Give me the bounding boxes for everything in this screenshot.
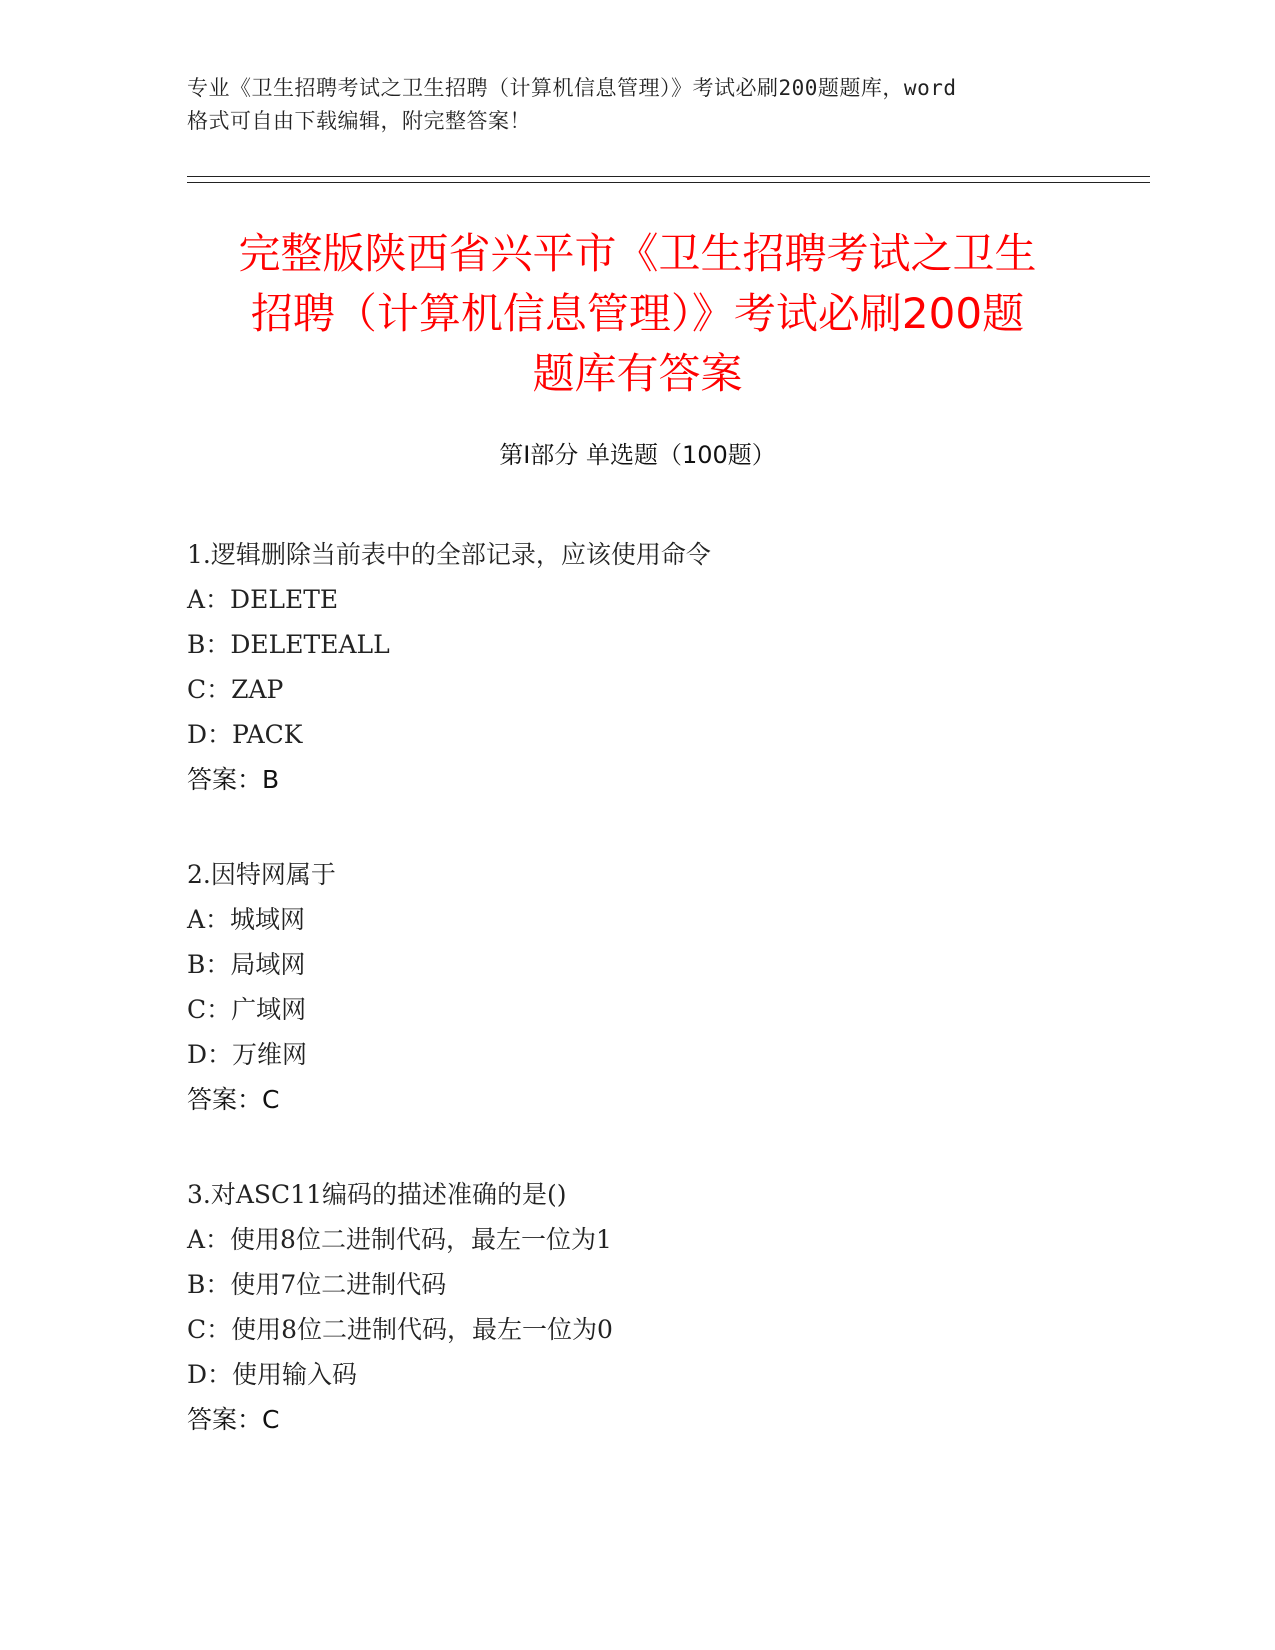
option-a: A：城域网 (187, 905, 306, 934)
option-c: C：ZAP (187, 675, 284, 704)
option-d: D：PACK (187, 720, 303, 749)
question-list (187, 532, 1087, 1492)
option-b: B：DELETEALL (187, 630, 390, 659)
header-note (187, 72, 1087, 138)
answer-label: 答案：B (187, 765, 280, 794)
section-title: 第Ⅰ部分 单选题（100题） (499, 441, 776, 469)
question-stem: 3.对ASC11编码的描述准确的是() (187, 1180, 567, 1209)
header-divider-top (187, 176, 1150, 177)
option-d: D：使用输入码 (187, 1360, 358, 1389)
option-a: A：DELETE (187, 585, 339, 614)
document-title (160, 224, 1115, 404)
option-b: B：使用7位二进制代码 (187, 1270, 447, 1299)
option-b: B：局域网 (187, 950, 306, 979)
question-3 (187, 1172, 1087, 1442)
answer-label: 答案：C (187, 1405, 280, 1434)
question-stem: 2.因特网属于 (187, 860, 336, 889)
document-title-line-1: 完整版陕西省兴平市《卫生招聘考试之卫生 (238, 229, 1037, 278)
question-1 (187, 532, 1087, 802)
question-stem: 1.逻辑删除当前表中的全部记录，应该使用命令 (187, 540, 711, 569)
answer-label: 答案：C (187, 1085, 280, 1114)
option-d: D：万维网 (187, 1040, 308, 1069)
option-c: C：广域网 (187, 995, 307, 1024)
document-title-line-3: 题库有答案 (532, 349, 743, 398)
question-2 (187, 852, 1087, 1122)
header-divider-bottom (187, 182, 1150, 183)
header-note-line-2: 格式可自由下载编辑，附完整答案！ (187, 109, 531, 133)
option-c: C：使用8位二进制代码，最左一位为0 (187, 1315, 613, 1344)
document-title-line-2: 招聘（计算机信息管理）》考试必刷200题 (250, 289, 1025, 338)
option-a: A：使用8位二进制代码，最左一位为1 (187, 1225, 612, 1254)
header-note-line-1: 专业《卫生招聘考试之卫生招聘（计算机信息管理）》考试必刷200题题库，word (187, 76, 957, 100)
